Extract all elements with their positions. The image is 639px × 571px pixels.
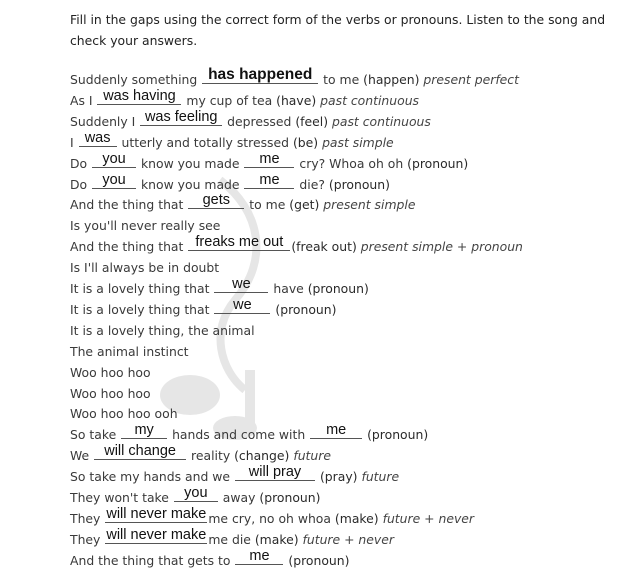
answer: will never make bbox=[106, 505, 207, 522]
hint: (pronoun) bbox=[367, 427, 429, 443]
line-text: Is you'll never really see bbox=[70, 218, 221, 234]
line-19 bbox=[70, 445, 331, 466]
line-2 bbox=[70, 87, 420, 111]
answer-2-blank[interactable] bbox=[244, 171, 294, 189]
line-text: away bbox=[218, 490, 260, 505]
hint: (pray) bbox=[319, 469, 358, 485]
answer-blank[interactable] bbox=[188, 194, 244, 209]
line-20 bbox=[70, 466, 399, 487]
answer: will pray bbox=[248, 464, 302, 481]
tense-label: past simple bbox=[322, 134, 394, 150]
hint: (make) bbox=[334, 510, 379, 526]
line-12 bbox=[70, 296, 337, 320]
line-text: know you made bbox=[137, 176, 244, 192]
line-text: The animal instinct bbox=[70, 343, 189, 359]
answer-blank[interactable] bbox=[188, 236, 290, 251]
line-text: Woo hoo hoo bbox=[70, 385, 151, 401]
answer: you bbox=[184, 485, 208, 501]
line-text: So take my hands and we bbox=[70, 469, 234, 485]
line-text: Woo hoo hoo ooh bbox=[70, 406, 178, 422]
line-5 bbox=[70, 150, 469, 174]
hint: (pronoun) bbox=[328, 176, 390, 192]
line-23 bbox=[70, 526, 394, 550]
hint: (pronoun) bbox=[407, 155, 469, 171]
hint: (feel) bbox=[295, 113, 329, 129]
line-text: utterly and totally stressed bbox=[117, 134, 293, 150]
answer: will change bbox=[104, 443, 176, 460]
line-4 bbox=[70, 129, 394, 153]
line-18 bbox=[70, 424, 428, 445]
tense-label: future + never bbox=[382, 510, 475, 526]
hint: (change) bbox=[234, 448, 290, 464]
answer: freaks me out bbox=[195, 234, 284, 251]
instructions: Fill in the gaps using the correct form of the verbs or pronouns. Listen to the song and check your answers. bbox=[70, 12, 606, 48]
answer-blank[interactable] bbox=[235, 547, 283, 565]
line-text: So take bbox=[70, 427, 121, 443]
answer-blank[interactable] bbox=[79, 129, 117, 147]
line-15 bbox=[70, 362, 151, 383]
answer-2: me bbox=[259, 150, 280, 167]
answer: we bbox=[233, 296, 252, 313]
answer-blank[interactable] bbox=[140, 108, 222, 126]
answer-blank[interactable] bbox=[105, 526, 207, 544]
line-text: Do bbox=[70, 155, 92, 171]
line-text: As I bbox=[70, 92, 97, 108]
line-text: Is I'll always be in doubt bbox=[70, 260, 220, 276]
tense-label: future bbox=[361, 469, 400, 485]
line-text: It is a lovely thing, the animal bbox=[70, 322, 255, 338]
hint: (have) bbox=[276, 92, 317, 108]
tense-label: future bbox=[293, 448, 331, 464]
answer: was bbox=[84, 129, 111, 146]
line-24 bbox=[70, 547, 350, 571]
line-text: to me bbox=[319, 72, 364, 87]
tense-label: future + never bbox=[302, 531, 394, 547]
line-text: have bbox=[269, 281, 308, 296]
line-text: me cry, no oh whoa bbox=[208, 510, 335, 526]
answer: you bbox=[102, 150, 126, 167]
line-1 bbox=[70, 66, 519, 90]
line-16 bbox=[70, 383, 151, 404]
answer: was feeling bbox=[144, 108, 218, 125]
line-11 bbox=[70, 278, 369, 299]
line-text: die? bbox=[295, 176, 329, 192]
hint: (pronoun) bbox=[288, 552, 350, 568]
line-9 bbox=[70, 236, 523, 257]
line-text: my cup of tea bbox=[182, 92, 277, 108]
line-17 bbox=[70, 403, 178, 424]
line-text: hands and come with bbox=[168, 427, 310, 443]
line-22 bbox=[70, 505, 475, 529]
line-text: depressed bbox=[223, 113, 296, 129]
answer: we bbox=[232, 276, 251, 292]
answer-2: me bbox=[326, 422, 347, 439]
tense-label: past continuous bbox=[320, 92, 420, 108]
answer-2-blank[interactable] bbox=[244, 150, 294, 168]
line-7 bbox=[70, 194, 415, 215]
line-text: Suddenly I bbox=[70, 113, 140, 129]
line-6 bbox=[70, 171, 390, 195]
line-text: I bbox=[70, 134, 78, 150]
answer: has happened bbox=[208, 66, 313, 83]
line-text: It is a lovely thing that bbox=[70, 281, 214, 296]
line-text: know you made bbox=[137, 155, 244, 171]
answer-2-blank[interactable] bbox=[310, 424, 362, 439]
tense-label: present simple bbox=[323, 197, 416, 213]
answer-blank[interactable] bbox=[105, 505, 207, 523]
hint: (make) bbox=[254, 531, 299, 547]
answer-blank[interactable] bbox=[214, 278, 268, 293]
answer: will never make bbox=[106, 526, 207, 543]
line-text: And the thing that bbox=[70, 197, 188, 213]
answer-blank[interactable] bbox=[214, 296, 270, 314]
answer-2: me bbox=[259, 171, 280, 188]
line-text: Woo hoo hoo bbox=[70, 364, 151, 380]
line-text: They bbox=[70, 510, 105, 526]
line-10 bbox=[70, 257, 219, 278]
answer-blank[interactable] bbox=[92, 171, 136, 189]
line-8 bbox=[70, 215, 220, 236]
line-text: reality bbox=[187, 448, 235, 464]
tense-label: past continuous bbox=[332, 113, 431, 129]
hint: (freak out) bbox=[291, 239, 357, 255]
answer-blank[interactable] bbox=[97, 87, 181, 105]
line-text: Do bbox=[70, 176, 92, 192]
line-text: They bbox=[70, 531, 105, 547]
line-text: Suddenly something bbox=[70, 72, 202, 87]
line-3 bbox=[70, 108, 431, 132]
line-text: We bbox=[70, 448, 94, 464]
hint: (pronoun) bbox=[275, 301, 337, 317]
answer: was having bbox=[103, 87, 176, 104]
tense-label: present simple + pronoun bbox=[360, 239, 523, 255]
answer-blank[interactable] bbox=[235, 466, 315, 481]
line-14 bbox=[70, 341, 189, 362]
answer: me bbox=[249, 547, 270, 564]
answer: gets bbox=[202, 192, 231, 209]
answer: you bbox=[102, 171, 126, 188]
tense-label: present perfect bbox=[423, 72, 519, 87]
hint: (get) bbox=[289, 197, 320, 213]
line-text: cry? Whoa oh oh bbox=[295, 155, 408, 171]
line-13 bbox=[70, 320, 255, 341]
line-text: And the thing that bbox=[70, 239, 188, 255]
hint: (pronoun) bbox=[307, 281, 369, 296]
answer-blank[interactable] bbox=[94, 445, 186, 460]
line-text: to me bbox=[245, 197, 290, 213]
line-text: me die bbox=[208, 531, 255, 547]
line-text: They won't take bbox=[70, 490, 173, 505]
hint: (pronoun) bbox=[259, 490, 321, 505]
answer-blank[interactable] bbox=[202, 66, 318, 84]
answer: my bbox=[134, 422, 154, 439]
line-21 bbox=[70, 487, 320, 508]
line-text: It is a lovely thing that bbox=[70, 301, 214, 317]
answer-blank[interactable] bbox=[92, 150, 136, 168]
answer-blank[interactable] bbox=[121, 424, 167, 439]
answer-blank[interactable] bbox=[174, 487, 218, 502]
line-text: And the thing that gets to bbox=[70, 552, 235, 568]
hint: (be) bbox=[292, 134, 319, 150]
hint: (happen) bbox=[363, 72, 420, 87]
